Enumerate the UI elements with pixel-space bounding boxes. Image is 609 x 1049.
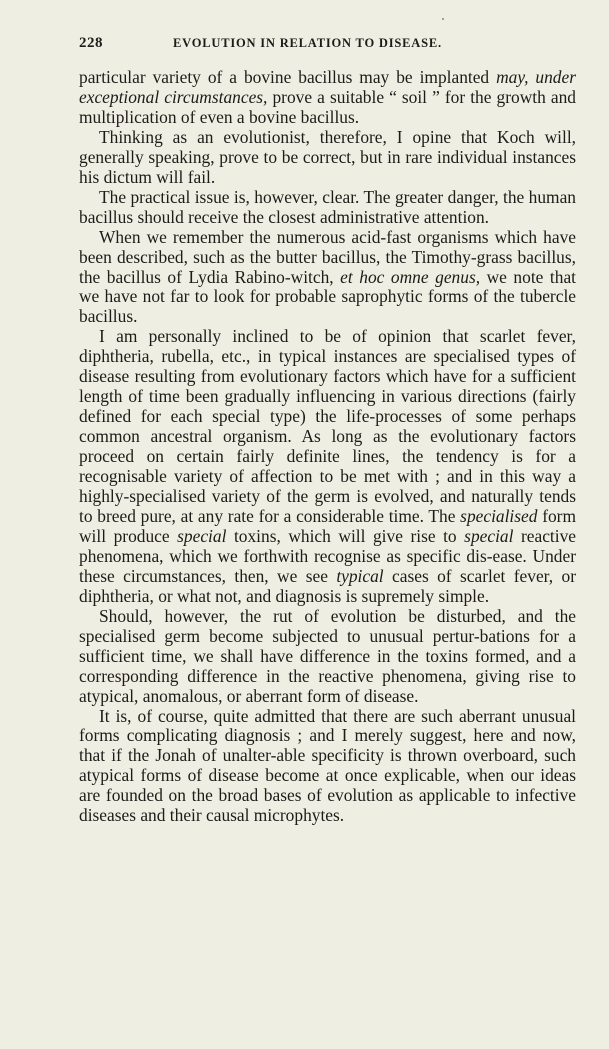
page-header <box>79 35 543 53</box>
text-run: form will produce <box>79 505 577 546</box>
italic-text: specialised <box>460 505 538 526</box>
paragraph <box>79 327 576 606</box>
body-text <box>79 68 576 826</box>
text-run: It is, of course, quite admitted that there are such aberrant unusual forms complicating diagnosis ; and I merely suggest, here and now, that if the Jonah of unalter-able specificity is thrown overboard, such atypical forms of disease become at once explicable, when our ideas are founded on the broad bases of evolution as applicable to infective diseases and their causal microphytes. <box>79 705 576 826</box>
italic-text: special <box>464 525 514 546</box>
paragraph <box>79 607 576 707</box>
running-head: EVOLUTION IN RELATION TO DISEASE. <box>173 36 442 50</box>
paragraph <box>79 188 576 228</box>
paragraph <box>79 68 576 128</box>
text-run: When we remember the numerous acid-fast organisms which have been described, such as the butter bacillus, the Timothy-grass bacillus, the bacillus of Lydia Rabino-witch, <box>79 226 576 287</box>
text-run: we note that we have not far to look for probable saprophytic forms of the tubercle bacillus. <box>79 266 576 327</box>
text-run: prove a suitable “ soil ” for the growth and multiplication of even a bovine bacillus. <box>79 86 576 127</box>
text-run: cases of scarlet fever, or diphtheria, or what not, and diagnosis is supremely simple. <box>79 565 576 606</box>
italic-text: may, under exceptional circumstances, <box>79 67 576 107</box>
italic-text: et hoc omne genus, <box>340 266 481 287</box>
paragraph <box>79 128 576 188</box>
paragraph <box>79 707 576 827</box>
text-run: The practical issue is, however, clear. The greater danger, the human bacillus should receive the closest administrative attention. <box>79 186 576 227</box>
paper-speck <box>442 18 444 20</box>
text-run: Thinking as an evolutionist, therefore, I opine that Koch will, generally speaking, prove to be correct, but in rare individual instances his dictum will fail. <box>79 126 576 187</box>
italic-text: special <box>177 525 227 546</box>
page-number: 228 <box>79 35 103 51</box>
paragraph <box>79 228 576 328</box>
text-run: Should, however, the rut of evolution be disturbed, and the specialised germ become subjected to unusual pertur-bations for a sufficient time, we shall have difference in the toxins formed, and a corresponding difference in the reactive phenomena, giving rise to atypical, anomalous, or aberrant form of disease. <box>79 605 576 706</box>
text-run: reactive phenomena, which we forthwith recognise as specific dis-ease. Under these circumstances, then, we see <box>79 525 576 586</box>
text-run: I am personally inclined to be of opinion that scarlet fever, diphtheria, rubella, etc., in typical instances are specialised types of disease resulting from evolutionary factors which have for a sufficient length of time been gradually influencing in various directions (fairly defined for each special type) the life-processes of some perhaps common ancestral organism. As long as the evolutionary factors proceed on certain fairly definite lines, the tendency is for a recognisable variety of affection to be met with ; and in this way a highly-specialised variety of the germ is evolved, and naturally tends to breed pure, at any rate for a considerable time. The <box>79 326 576 526</box>
italic-text: typical <box>336 565 384 586</box>
text-run: toxins, which will give rise to <box>226 525 465 546</box>
text-run: particular variety of a bovine bacillus may be implanted <box>79 67 497 87</box>
